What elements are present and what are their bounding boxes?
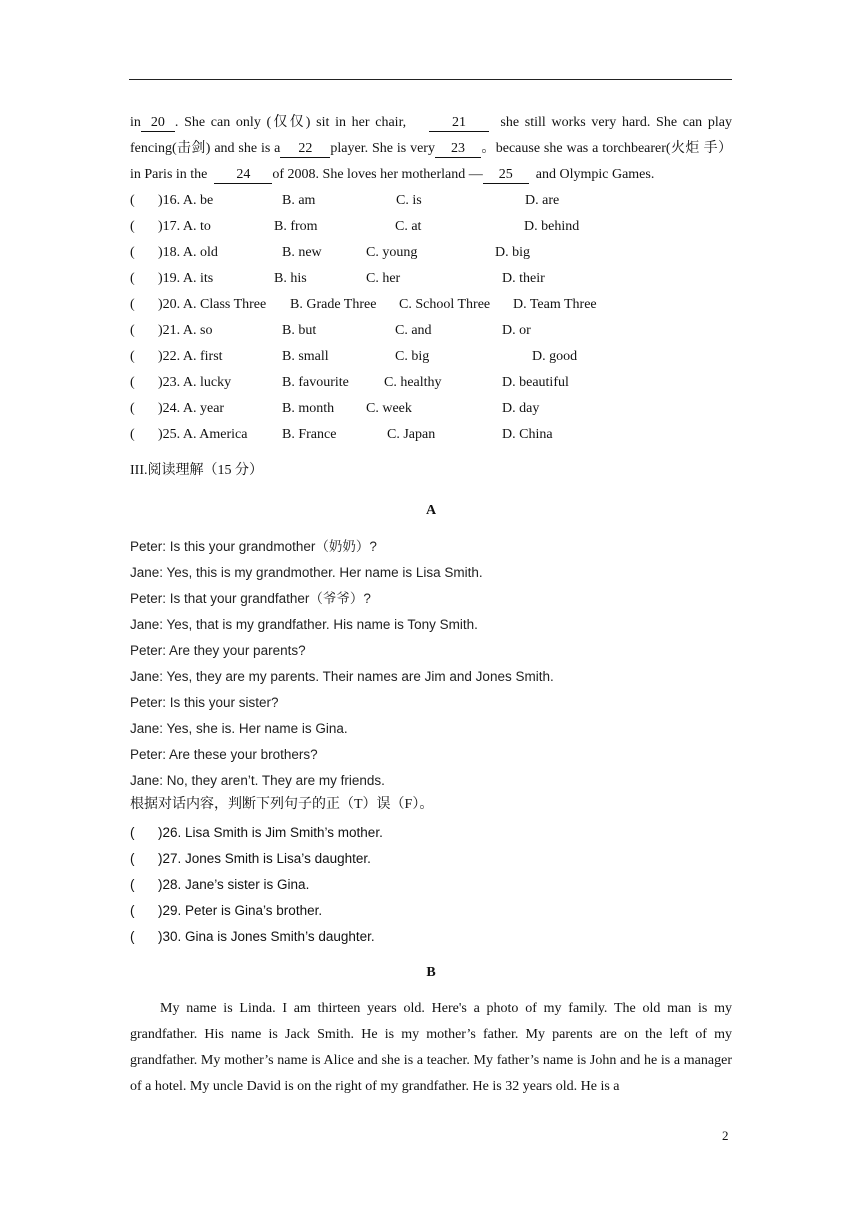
- option-d: D. behind: [524, 219, 580, 234]
- true-false-list: [130, 820, 732, 950]
- blank-21: 21: [429, 114, 489, 132]
- question-16: [130, 188, 732, 214]
- answer-paren: (: [130, 219, 135, 234]
- option-d: D. big: [495, 245, 530, 260]
- question-stem: )20. A. Class Three: [158, 297, 267, 312]
- option-c: C. healthy: [384, 375, 442, 390]
- answer-paren: (: [130, 297, 135, 312]
- question-20: [130, 292, 732, 318]
- question-stem: )17. A. to: [158, 219, 211, 234]
- option-c: C. and: [395, 323, 432, 338]
- option-b: B. new: [282, 245, 322, 260]
- cloze-text: player. She is very: [330, 141, 435, 156]
- dialogue-line: Jane: Yes, they are my parents. Their names are Jim and Jones Smith.: [130, 669, 554, 684]
- blank-23: 23: [435, 140, 481, 158]
- cloze-text: she still works very hard. She can play: [500, 115, 732, 130]
- answer-paren: (: [130, 349, 135, 364]
- option-d: D. their: [502, 271, 545, 286]
- answer-paren: (: [130, 929, 135, 944]
- answer-paren: (: [130, 271, 135, 286]
- answer-paren: (: [130, 851, 135, 866]
- option-b: B. but: [282, 323, 317, 338]
- option-c: C. her: [366, 271, 401, 286]
- question-21: [130, 318, 732, 344]
- dialogue-line: Peter: Is that your grandfather（爷爷）?: [130, 591, 371, 606]
- option-b: B. Grade Three: [290, 297, 377, 312]
- page-number: 2: [722, 1128, 729, 1143]
- header-rule: [129, 79, 732, 80]
- option-c: C. week: [366, 401, 412, 416]
- question-stem: )25. A. America: [158, 427, 248, 442]
- statement-text: )26. Lisa Smith is Jim Smith’s mother.: [158, 825, 383, 840]
- dialogue-line: Peter: Are they your parents?: [130, 643, 306, 658]
- dialogue-line: Jane: Yes, that is my grandfather. His name is Tony Smith.: [130, 617, 478, 632]
- statement-27: [130, 846, 732, 872]
- cloze-text: 。because she was a torchbearer(火炬: [480, 141, 700, 156]
- option-d: D. are: [525, 193, 560, 208]
- answer-paren: (: [130, 903, 135, 918]
- blank-22: 22: [280, 140, 330, 158]
- statement-text: )27. Jones Smith is Lisa’s daughter.: [158, 851, 371, 866]
- cloze-text: and Olympic Games.: [535, 167, 655, 182]
- option-c: C. big: [395, 349, 430, 364]
- true-false-instruction: 根据对话内容，判断下列句子的正（T）误（F）。: [130, 797, 434, 812]
- option-c: C. is: [396, 193, 422, 208]
- reading-passage-b: My name is Linda. I am thirteen years old. Here's a photo of my family. The old man is my grandfather. His name is Jack Smith. He is my mother’s father. My parents are on the left of my grandfather. My mother’s name is Alice and she is a teacher. My father’s name is John and he is a manager of a hotel. My uncle David is on the right of my grandfather. He is 32 years old. He is a: [130, 1001, 732, 1094]
- question-stem: )16. A. be: [158, 193, 214, 208]
- dialogue-line: Jane: Yes, she is. Her name is Gina.: [130, 721, 348, 736]
- option-c: C. at: [395, 219, 422, 234]
- cloze-text: 手）in Paris in the: [130, 141, 733, 182]
- section-title: III.阅读理解（15 分）: [130, 463, 263, 478]
- answer-paren: (: [130, 401, 135, 416]
- question-stem: )22. A. first: [158, 349, 223, 364]
- dialogue-line: Peter: Are these your brothers?: [130, 747, 318, 762]
- option-b: B. month: [282, 401, 335, 416]
- statement-text: )29. Peter is Gina’s brother.: [158, 903, 323, 918]
- dialogue-line: Jane: No, they aren’t. They are my friends.: [130, 773, 385, 788]
- blank-25: 25: [483, 166, 529, 184]
- dialogue-line: Peter: Is this your sister?: [130, 695, 279, 710]
- question-17: [130, 214, 732, 240]
- answer-paren: (: [130, 877, 135, 892]
- option-b: B. his: [274, 271, 307, 286]
- option-b: B. from: [274, 219, 318, 234]
- question-19: [130, 266, 732, 292]
- answer-paren: (: [130, 375, 135, 390]
- statement-30: [130, 924, 732, 950]
- question-24: [130, 396, 732, 422]
- option-d: D. Team Three: [513, 297, 597, 312]
- cloze-text: in: [130, 115, 141, 130]
- statement-26: [130, 820, 732, 846]
- cloze-text: . She can only (仅仅) sit in her chair,: [174, 115, 407, 130]
- part-a-heading: A: [425, 503, 437, 518]
- dialogue: [130, 534, 732, 794]
- statement-29: [130, 898, 732, 924]
- answer-paren: (: [130, 427, 135, 442]
- option-b: B. small: [282, 349, 329, 364]
- dialogue-line: Peter: Is this your grandmother（奶奶）?: [130, 539, 377, 554]
- part-b-heading: B: [426, 965, 436, 980]
- answer-paren: (: [130, 825, 135, 840]
- question-22: [130, 344, 732, 370]
- question-25: [130, 422, 732, 448]
- answer-paren: (: [130, 323, 135, 338]
- blank-20: 20: [141, 114, 175, 132]
- option-b: B. favourite: [282, 375, 349, 390]
- cloze-text: of 2008. She loves her motherland —: [272, 167, 483, 182]
- answer-paren: (: [130, 193, 135, 208]
- multiple-choice-list: [130, 188, 732, 448]
- cloze-passage-tail: [130, 110, 732, 188]
- option-c: C. School Three: [399, 297, 491, 312]
- question-stem: )18. A. old: [158, 245, 218, 260]
- option-d: D. beautiful: [502, 375, 569, 390]
- question-stem: )19. A. its: [158, 271, 214, 286]
- option-d: D. or: [502, 323, 531, 338]
- answer-paren: (: [130, 245, 135, 260]
- option-c: C. young: [366, 245, 418, 260]
- question-stem: )23. A. lucky: [158, 375, 232, 390]
- question-stem: )24. A. year: [158, 401, 225, 416]
- option-c: C. Japan: [387, 427, 436, 442]
- statement-28: [130, 872, 732, 898]
- option-d: D. day: [502, 401, 540, 416]
- option-d: D. good: [532, 349, 578, 364]
- question-23: [130, 370, 732, 396]
- option-b: B. France: [282, 427, 337, 442]
- dialogue-line: Jane: Yes, this is my grandmother. Her name is Lisa Smith.: [130, 565, 483, 580]
- question-18: [130, 240, 732, 266]
- statement-text: )28. Jane’s sister is Gina.: [158, 877, 310, 892]
- option-d: D. China: [502, 427, 553, 442]
- page-content: [130, 110, 732, 1100]
- blank-24: 24: [214, 166, 272, 184]
- statement-text: )30. Gina is Jones Smith’s daughter.: [158, 929, 375, 944]
- cloze-text: fencing(击剑) and she is a: [130, 141, 281, 156]
- option-b: B. am: [282, 193, 316, 208]
- question-stem: )21. A. so: [158, 323, 213, 338]
